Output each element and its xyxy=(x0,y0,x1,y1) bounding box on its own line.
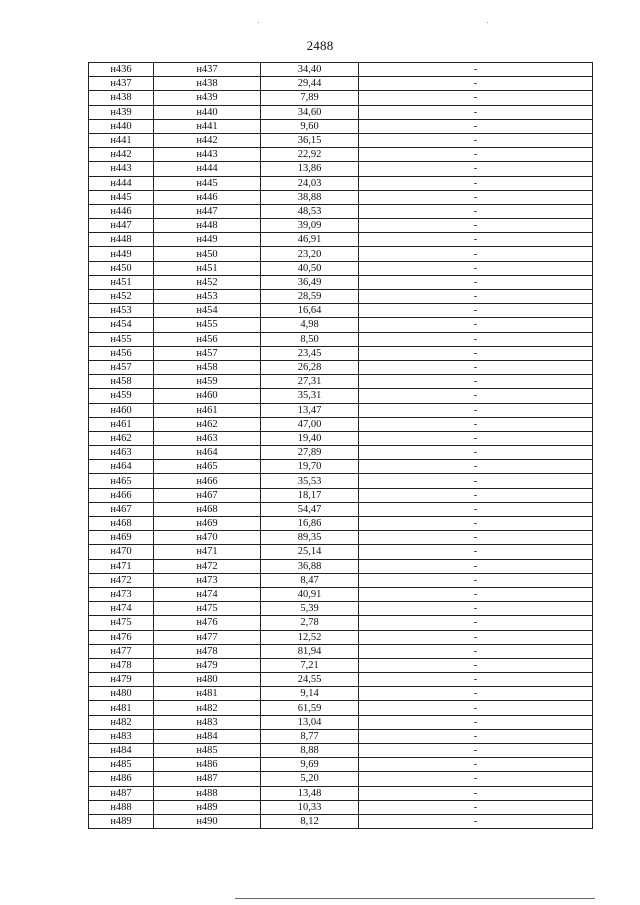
distance-cell: 5,39 xyxy=(261,602,359,616)
distance-cell: 13,04 xyxy=(261,715,359,729)
note-cell: - xyxy=(359,176,593,190)
table-body xyxy=(89,63,593,829)
distance-cell: 4,98 xyxy=(261,318,359,332)
distance-cell: 12,52 xyxy=(261,630,359,644)
to-point-cell: н471 xyxy=(154,545,261,559)
table-row xyxy=(89,616,593,630)
table-row xyxy=(89,247,593,261)
note-cell: - xyxy=(359,800,593,814)
note-cell: - xyxy=(359,233,593,247)
to-point-cell: н478 xyxy=(154,644,261,658)
note-cell: - xyxy=(359,91,593,105)
distance-cell: 36,88 xyxy=(261,559,359,573)
from-point-cell: н462 xyxy=(89,431,154,445)
table-row xyxy=(89,800,593,814)
to-point-cell: н473 xyxy=(154,573,261,587)
table-row xyxy=(89,573,593,587)
to-point-cell: н441 xyxy=(154,119,261,133)
table-row xyxy=(89,786,593,800)
note-cell: - xyxy=(359,148,593,162)
from-point-cell: н463 xyxy=(89,446,154,460)
table-row xyxy=(89,290,593,304)
coordinates-table xyxy=(88,62,593,829)
from-point-cell: н453 xyxy=(89,304,154,318)
from-point-cell: н449 xyxy=(89,247,154,261)
note-cell: - xyxy=(359,204,593,218)
from-point-cell: н436 xyxy=(89,63,154,77)
distance-cell: 16,64 xyxy=(261,304,359,318)
to-point-cell: н451 xyxy=(154,261,261,275)
to-point-cell: н457 xyxy=(154,346,261,360)
table-row xyxy=(89,204,593,218)
from-point-cell: н456 xyxy=(89,346,154,360)
from-point-cell: н477 xyxy=(89,644,154,658)
to-point-cell: н454 xyxy=(154,304,261,318)
table-row xyxy=(89,602,593,616)
to-point-cell: н483 xyxy=(154,715,261,729)
from-point-cell: н440 xyxy=(89,119,154,133)
table-row xyxy=(89,488,593,502)
note-cell: - xyxy=(359,744,593,758)
from-point-cell: н447 xyxy=(89,219,154,233)
table-row xyxy=(89,417,593,431)
to-point-cell: н466 xyxy=(154,474,261,488)
note-cell: - xyxy=(359,346,593,360)
note-cell: - xyxy=(359,318,593,332)
table-row xyxy=(89,758,593,772)
to-point-cell: н490 xyxy=(154,814,261,828)
note-cell: - xyxy=(359,531,593,545)
distance-cell: 8,47 xyxy=(261,573,359,587)
to-point-cell: н474 xyxy=(154,587,261,601)
from-point-cell: н482 xyxy=(89,715,154,729)
note-cell: - xyxy=(359,431,593,445)
table-row xyxy=(89,644,593,658)
table-row xyxy=(89,658,593,672)
to-point-cell: н485 xyxy=(154,744,261,758)
to-point-cell: н452 xyxy=(154,275,261,289)
scan-dot xyxy=(258,22,259,23)
table-row xyxy=(89,375,593,389)
table-row xyxy=(89,587,593,601)
note-cell: - xyxy=(359,559,593,573)
from-point-cell: н459 xyxy=(89,389,154,403)
note-cell: - xyxy=(359,375,593,389)
scan-dot xyxy=(487,22,488,23)
from-point-cell: н487 xyxy=(89,786,154,800)
from-point-cell: н467 xyxy=(89,502,154,516)
to-point-cell: н464 xyxy=(154,446,261,460)
note-cell: - xyxy=(359,290,593,304)
note-cell: - xyxy=(359,247,593,261)
note-cell: - xyxy=(359,77,593,91)
table-row xyxy=(89,318,593,332)
from-point-cell: н461 xyxy=(89,417,154,431)
from-point-cell: н454 xyxy=(89,318,154,332)
from-point-cell: н481 xyxy=(89,701,154,715)
distance-cell: 48,53 xyxy=(261,204,359,218)
distance-cell: 39,09 xyxy=(261,219,359,233)
note-cell: - xyxy=(359,616,593,630)
note-cell: - xyxy=(359,304,593,318)
from-point-cell: н473 xyxy=(89,587,154,601)
note-cell: - xyxy=(359,261,593,275)
table-row xyxy=(89,105,593,119)
distance-cell: 13,48 xyxy=(261,786,359,800)
from-point-cell: н439 xyxy=(89,105,154,119)
from-point-cell: н480 xyxy=(89,687,154,701)
to-point-cell: н462 xyxy=(154,417,261,431)
table-row xyxy=(89,133,593,147)
distance-cell: 34,40 xyxy=(261,63,359,77)
note-cell: - xyxy=(359,673,593,687)
from-point-cell: н484 xyxy=(89,744,154,758)
distance-cell: 13,86 xyxy=(261,162,359,176)
to-point-cell: н460 xyxy=(154,389,261,403)
distance-cell: 35,53 xyxy=(261,474,359,488)
distance-cell: 36,49 xyxy=(261,275,359,289)
to-point-cell: н446 xyxy=(154,190,261,204)
table-row xyxy=(89,360,593,374)
note-cell: - xyxy=(359,332,593,346)
note-cell: - xyxy=(359,630,593,644)
note-cell: - xyxy=(359,758,593,772)
distance-cell: 8,77 xyxy=(261,729,359,743)
table-row xyxy=(89,346,593,360)
to-point-cell: н455 xyxy=(154,318,261,332)
table-row xyxy=(89,148,593,162)
from-point-cell: н471 xyxy=(89,559,154,573)
distance-cell: 9,14 xyxy=(261,687,359,701)
note-cell: - xyxy=(359,729,593,743)
from-point-cell: н458 xyxy=(89,375,154,389)
to-point-cell: н449 xyxy=(154,233,261,247)
from-point-cell: н444 xyxy=(89,176,154,190)
table-row xyxy=(89,63,593,77)
note-cell: - xyxy=(359,517,593,531)
distance-cell: 89,35 xyxy=(261,531,359,545)
distance-cell: 24,03 xyxy=(261,176,359,190)
note-cell: - xyxy=(359,275,593,289)
from-point-cell: н464 xyxy=(89,460,154,474)
distance-cell: 34,60 xyxy=(261,105,359,119)
to-point-cell: н448 xyxy=(154,219,261,233)
table-row xyxy=(89,190,593,204)
note-cell: - xyxy=(359,502,593,516)
note-cell: - xyxy=(359,814,593,828)
table-row xyxy=(89,176,593,190)
distance-cell: 23,45 xyxy=(261,346,359,360)
table-row xyxy=(89,446,593,460)
note-cell: - xyxy=(359,63,593,77)
note-cell: - xyxy=(359,701,593,715)
from-point-cell: н486 xyxy=(89,772,154,786)
table-row xyxy=(89,162,593,176)
from-point-cell: н466 xyxy=(89,488,154,502)
distance-cell: 7,21 xyxy=(261,658,359,672)
note-cell: - xyxy=(359,786,593,800)
note-cell: - xyxy=(359,389,593,403)
distance-cell: 13,47 xyxy=(261,403,359,417)
distance-cell: 27,31 xyxy=(261,375,359,389)
distance-cell: 47,00 xyxy=(261,417,359,431)
note-cell: - xyxy=(359,545,593,559)
from-point-cell: н483 xyxy=(89,729,154,743)
distance-cell: 61,59 xyxy=(261,701,359,715)
distance-cell: 25,14 xyxy=(261,545,359,559)
distance-cell: 22,92 xyxy=(261,148,359,162)
distance-cell: 35,31 xyxy=(261,389,359,403)
to-point-cell: н486 xyxy=(154,758,261,772)
distance-cell: 23,20 xyxy=(261,247,359,261)
distance-cell: 46,91 xyxy=(261,233,359,247)
distance-cell: 9,69 xyxy=(261,758,359,772)
to-point-cell: н472 xyxy=(154,559,261,573)
to-point-cell: н450 xyxy=(154,247,261,261)
distance-cell: 26,28 xyxy=(261,360,359,374)
distance-cell: 40,91 xyxy=(261,587,359,601)
note-cell: - xyxy=(359,446,593,460)
from-point-cell: н489 xyxy=(89,814,154,828)
from-point-cell: н472 xyxy=(89,573,154,587)
from-point-cell: н442 xyxy=(89,148,154,162)
to-point-cell: н481 xyxy=(154,687,261,701)
page-number: 2488 xyxy=(306,38,334,53)
from-point-cell: н470 xyxy=(89,545,154,559)
to-point-cell: н468 xyxy=(154,502,261,516)
table-row xyxy=(89,559,593,573)
to-point-cell: н463 xyxy=(154,431,261,445)
table-row xyxy=(89,517,593,531)
distance-cell: 9,60 xyxy=(261,119,359,133)
from-point-cell: н455 xyxy=(89,332,154,346)
table-row xyxy=(89,814,593,828)
distance-cell: 2,78 xyxy=(261,616,359,630)
distance-cell: 19,70 xyxy=(261,460,359,474)
note-cell: - xyxy=(359,587,593,601)
to-point-cell: н465 xyxy=(154,460,261,474)
distance-cell: 38,88 xyxy=(261,190,359,204)
note-cell: - xyxy=(359,715,593,729)
from-point-cell: н475 xyxy=(89,616,154,630)
from-point-cell: н468 xyxy=(89,517,154,531)
from-point-cell: н438 xyxy=(89,91,154,105)
to-point-cell: н477 xyxy=(154,630,261,644)
from-point-cell: н451 xyxy=(89,275,154,289)
distance-cell: 7,89 xyxy=(261,91,359,105)
note-cell: - xyxy=(359,360,593,374)
distance-cell: 8,50 xyxy=(261,332,359,346)
note-cell: - xyxy=(359,219,593,233)
from-point-cell: н469 xyxy=(89,531,154,545)
to-point-cell: н488 xyxy=(154,786,261,800)
table-row xyxy=(89,729,593,743)
table-row xyxy=(89,531,593,545)
table-row xyxy=(89,715,593,729)
to-point-cell: н444 xyxy=(154,162,261,176)
from-point-cell: н485 xyxy=(89,758,154,772)
from-point-cell: н479 xyxy=(89,673,154,687)
table-row xyxy=(89,701,593,715)
distance-cell: 24,55 xyxy=(261,673,359,687)
table-row xyxy=(89,219,593,233)
to-point-cell: н453 xyxy=(154,290,261,304)
distance-cell: 36,15 xyxy=(261,133,359,147)
from-point-cell: н445 xyxy=(89,190,154,204)
distance-cell: 10,33 xyxy=(261,800,359,814)
distance-cell: 18,17 xyxy=(261,488,359,502)
distance-cell: 29,44 xyxy=(261,77,359,91)
to-point-cell: н456 xyxy=(154,332,261,346)
table-row xyxy=(89,403,593,417)
to-point-cell: н470 xyxy=(154,531,261,545)
note-cell: - xyxy=(359,644,593,658)
distance-cell: 16,86 xyxy=(261,517,359,531)
from-point-cell: н460 xyxy=(89,403,154,417)
table-row xyxy=(89,772,593,786)
from-point-cell: н446 xyxy=(89,204,154,218)
to-point-cell: н437 xyxy=(154,63,261,77)
note-cell: - xyxy=(359,602,593,616)
table-row xyxy=(89,687,593,701)
from-point-cell: н476 xyxy=(89,630,154,644)
from-point-cell: н457 xyxy=(89,360,154,374)
distance-cell: 8,88 xyxy=(261,744,359,758)
from-point-cell: н450 xyxy=(89,261,154,275)
to-point-cell: н442 xyxy=(154,133,261,147)
to-point-cell: н475 xyxy=(154,602,261,616)
to-point-cell: н487 xyxy=(154,772,261,786)
to-point-cell: н447 xyxy=(154,204,261,218)
note-cell: - xyxy=(359,417,593,431)
bottom-rule xyxy=(235,898,595,899)
table-row xyxy=(89,304,593,318)
distance-cell: 54,47 xyxy=(261,502,359,516)
table-row xyxy=(89,233,593,247)
from-point-cell: н465 xyxy=(89,474,154,488)
note-cell: - xyxy=(359,460,593,474)
distance-cell: 27,89 xyxy=(261,446,359,460)
from-point-cell: н441 xyxy=(89,133,154,147)
table-row xyxy=(89,389,593,403)
table-row xyxy=(89,119,593,133)
to-point-cell: н458 xyxy=(154,360,261,374)
table-row xyxy=(89,332,593,346)
note-cell: - xyxy=(359,105,593,119)
from-point-cell: н474 xyxy=(89,602,154,616)
note-cell: - xyxy=(359,658,593,672)
to-point-cell: н467 xyxy=(154,488,261,502)
to-point-cell: н461 xyxy=(154,403,261,417)
distance-cell: 19,40 xyxy=(261,431,359,445)
note-cell: - xyxy=(359,190,593,204)
note-cell: - xyxy=(359,162,593,176)
table-row xyxy=(89,545,593,559)
table-row xyxy=(89,91,593,105)
from-point-cell: н452 xyxy=(89,290,154,304)
from-point-cell: н478 xyxy=(89,658,154,672)
to-point-cell: н459 xyxy=(154,375,261,389)
distance-cell: 5,20 xyxy=(261,772,359,786)
from-point-cell: н437 xyxy=(89,77,154,91)
table-row xyxy=(89,502,593,516)
to-point-cell: н438 xyxy=(154,77,261,91)
table-row xyxy=(89,474,593,488)
to-point-cell: н479 xyxy=(154,658,261,672)
note-cell: - xyxy=(359,488,593,502)
distance-cell: 28,59 xyxy=(261,290,359,304)
to-point-cell: н480 xyxy=(154,673,261,687)
table-row xyxy=(89,275,593,289)
to-point-cell: н476 xyxy=(154,616,261,630)
to-point-cell: н443 xyxy=(154,148,261,162)
distance-cell: 40,50 xyxy=(261,261,359,275)
to-point-cell: н482 xyxy=(154,701,261,715)
note-cell: - xyxy=(359,133,593,147)
from-point-cell: н443 xyxy=(89,162,154,176)
table-row xyxy=(89,261,593,275)
note-cell: - xyxy=(359,687,593,701)
note-cell: - xyxy=(359,772,593,786)
from-point-cell: н488 xyxy=(89,800,154,814)
to-point-cell: н445 xyxy=(154,176,261,190)
to-point-cell: н440 xyxy=(154,105,261,119)
to-point-cell: н469 xyxy=(154,517,261,531)
table-row xyxy=(89,630,593,644)
table-row xyxy=(89,460,593,474)
table-row xyxy=(89,77,593,91)
note-cell: - xyxy=(359,573,593,587)
to-point-cell: н439 xyxy=(154,91,261,105)
to-point-cell: н484 xyxy=(154,729,261,743)
table-row xyxy=(89,673,593,687)
distance-cell: 81,94 xyxy=(261,644,359,658)
from-point-cell: н448 xyxy=(89,233,154,247)
note-cell: - xyxy=(359,119,593,133)
distance-cell: 8,12 xyxy=(261,814,359,828)
to-point-cell: н489 xyxy=(154,800,261,814)
table-row xyxy=(89,744,593,758)
note-cell: - xyxy=(359,403,593,417)
table-row xyxy=(89,431,593,445)
note-cell: - xyxy=(359,474,593,488)
